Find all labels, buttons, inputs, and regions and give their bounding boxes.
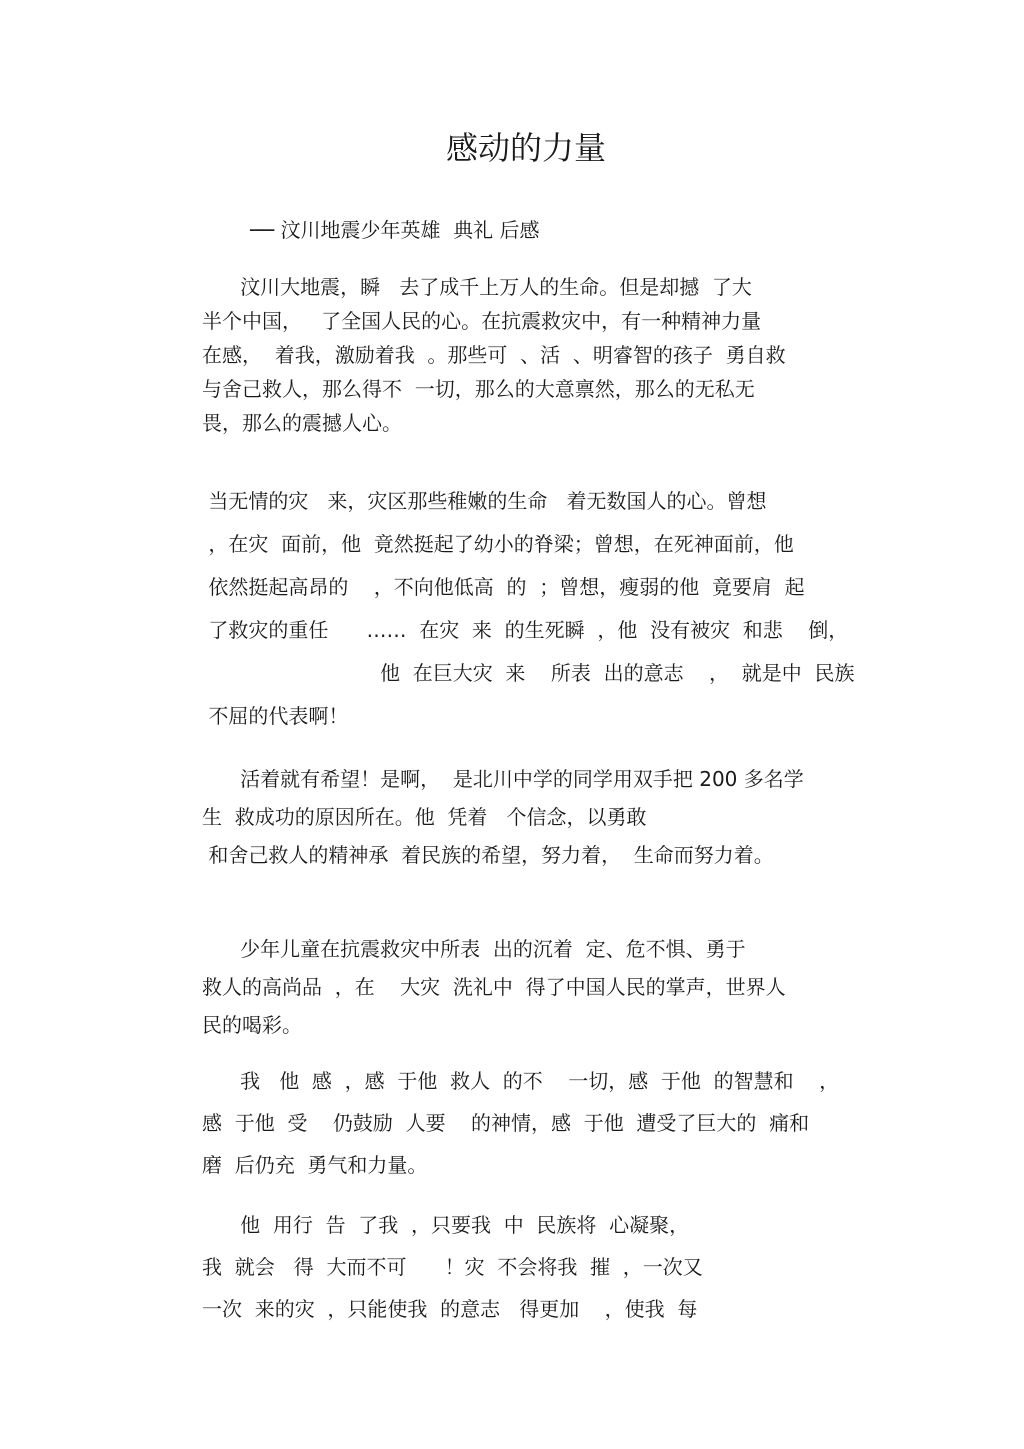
paragraph-6 — [202, 1204, 703, 1330]
subtitle: ── 汶川地震少年英雄 典礼 后感 — [250, 218, 540, 242]
paragraph-4 — [202, 930, 786, 1044]
text-line: 一次 来的灾 ，只能使我 的意志 得更加 ，使我 每 — [202, 1297, 698, 1321]
text-line: 我 他 感 ，感 于他 救人 的不 一切，感 于他 的智慧和 ， — [202, 1069, 840, 1093]
text-line: 他 在巨大灾 来 所表 出的意志 ， 就是中 民族 — [202, 661, 855, 685]
text-line: 当无情的灾 来，灾区那些稚嫩的生命 着无数国人的心。曾想 — [202, 489, 767, 513]
text-line: 生 救成功的原因所在。他 凭着 个信念，以勇敢 — [202, 805, 647, 829]
text-line: 依然挺起高昂的 ，不向他低高 的 ；曾想，瘦弱的他 竟要肩 起 — [202, 575, 805, 599]
text-line: 和舍己救人的精神承 着民族的希望，努力着， 生命而努力着。 — [202, 843, 774, 867]
text-line: 畏，那么的震撼人心。 — [202, 411, 402, 435]
text-line: 感 于他 受 仍鼓励 人要 的神情，感 于他 遭受了巨大的 痛和 — [202, 1111, 810, 1135]
text-line: 他 用行 告 了我 ，只要我 中 民族将 心凝聚， — [202, 1213, 690, 1237]
text-line: 救人的高尚品 ，在 大灾 洗礼中 得了中国人民的掌声，世界人 — [202, 975, 786, 999]
page-title: 感动的力量 — [445, 129, 606, 167]
text-line: 在感， 着我，激励着我 。那些可 、活 、明睿智的孩子 勇自救 — [202, 343, 786, 367]
text-line: 少年儿童在抗震救灾中所表 出的沉着 定、危不惧、勇于 — [202, 937, 746, 961]
text-line: 了救灾的重任 …… 在灾 来 的生死瞬 ，他 没有被灾 和悲 倒， — [202, 618, 849, 642]
text-line: 我 就会 得 大而不可 ！灾 不会将我 摧 ，一次又 — [202, 1255, 703, 1279]
text-line: 磨 后仍充 勇气和力量。 — [202, 1153, 428, 1177]
text-line: 汶川大地震，瞬 去了成千上万人的生命。但是却撼 了大 — [202, 275, 752, 299]
paragraph-3 — [202, 760, 804, 874]
text-line: ，在灾 面前，他 竟然挺起了幼小的脊梁；曾想，在死神面前，他 — [202, 532, 794, 556]
text-line: 半个中国， 了全国人民的心。在抗震救灾中，有一种精神力量 — [202, 309, 762, 333]
paragraph-1 — [202, 270, 786, 440]
text-line: 民的喝彩。 — [202, 1013, 302, 1037]
text-line: 与舍己救人，那么得不 一切，那么的大意禀然，那么的无私无 — [202, 377, 755, 401]
paragraph-2 — [202, 480, 854, 738]
paragraph-5 — [202, 1060, 839, 1186]
text-line: 活着就有希望！是啊， 是北川中学的同学用双手把 200 多名学 — [202, 767, 804, 791]
text-line: 不屈的代表啊！ — [202, 704, 349, 728]
